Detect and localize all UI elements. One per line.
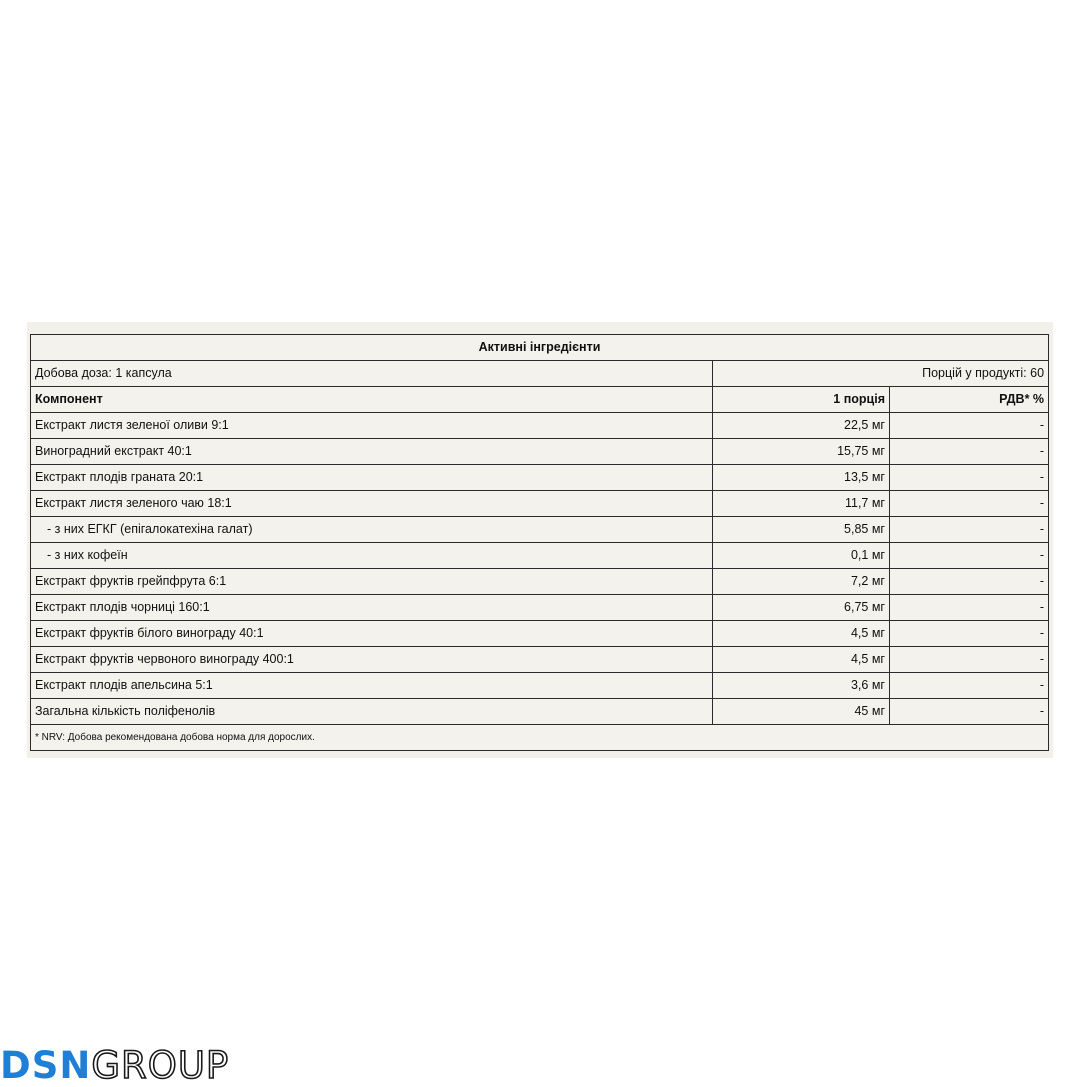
servings-count: Порцій у продукті: 60 xyxy=(713,361,1049,387)
row-amount: 5,85 мг xyxy=(713,517,890,543)
table-row xyxy=(31,517,1049,543)
row-name: Загальна кількість поліфенолів xyxy=(31,699,713,725)
row-amount: 6,75 мг xyxy=(713,595,890,621)
row-name: Виноградний екстракт 40:1 xyxy=(31,439,713,465)
footnote-row xyxy=(31,725,1049,751)
row-name: Екстракт фруктів червоного винограду 400:1 xyxy=(31,647,713,673)
row-name: Екстракт плодів апельсина 5:1 xyxy=(31,673,713,699)
table-row xyxy=(31,699,1049,725)
row-amount: 7,2 мг xyxy=(713,569,890,595)
row-rdv: - xyxy=(890,465,1049,491)
table-row xyxy=(31,595,1049,621)
header-row xyxy=(31,387,1049,413)
table-row xyxy=(31,413,1049,439)
table-row xyxy=(31,673,1049,699)
row-amount: 13,5 мг xyxy=(713,465,890,491)
header-rdv: РДВ* % xyxy=(890,387,1049,413)
logo-group-text: GROUP xyxy=(91,1044,230,1087)
table-title-row xyxy=(31,335,1049,361)
row-amount: 45 мг xyxy=(713,699,890,725)
row-amount: 3,6 мг xyxy=(713,673,890,699)
row-rdv: - xyxy=(890,543,1049,569)
row-rdv: - xyxy=(890,517,1049,543)
row-name: - з них кофеїн xyxy=(31,543,713,569)
row-rdv: - xyxy=(890,621,1049,647)
row-amount: 4,5 мг xyxy=(713,621,890,647)
ingredients-panel xyxy=(27,322,1053,758)
table-row xyxy=(31,491,1049,517)
daily-dose: Добова доза: 1 капсула xyxy=(31,361,713,387)
row-rdv: - xyxy=(890,491,1049,517)
row-name: Екстракт плодів чорниці 160:1 xyxy=(31,595,713,621)
row-name: - з них ЕГКГ (епігалокатехіна галат) xyxy=(31,517,713,543)
table-row xyxy=(31,647,1049,673)
dsn-group-logo xyxy=(0,1046,229,1086)
table-title: Активні інгредієнти xyxy=(31,335,1049,361)
table-row xyxy=(31,465,1049,491)
table-row xyxy=(31,621,1049,647)
dose-row xyxy=(31,361,1049,387)
row-rdv: - xyxy=(890,647,1049,673)
row-rdv: - xyxy=(890,699,1049,725)
table-row xyxy=(31,569,1049,595)
row-name: Екстракт фруктів білого винограду 40:1 xyxy=(31,621,713,647)
row-amount: 11,7 мг xyxy=(713,491,890,517)
row-rdv: - xyxy=(890,595,1049,621)
row-name: Екстракт фруктів грейпфрута 6:1 xyxy=(31,569,713,595)
row-rdv: - xyxy=(890,673,1049,699)
table-row xyxy=(31,439,1049,465)
ingredients-table xyxy=(30,334,1049,751)
row-amount: 22,5 мг xyxy=(713,413,890,439)
table-row xyxy=(31,543,1049,569)
header-portion: 1 порція xyxy=(713,387,890,413)
row-rdv: - xyxy=(890,569,1049,595)
row-rdv: - xyxy=(890,439,1049,465)
header-component: Компонент xyxy=(31,387,713,413)
row-amount: 4,5 мг xyxy=(713,647,890,673)
footnote: * NRV: Добова рекомендована добова норма для дорослих. xyxy=(31,725,1049,751)
row-amount: 0,1 мг xyxy=(713,543,890,569)
logo-dsn-text: DSN xyxy=(0,1044,92,1087)
row-amount: 15,75 мг xyxy=(713,439,890,465)
row-name: Екстракт листя зеленої оливи 9:1 xyxy=(31,413,713,439)
row-rdv: - xyxy=(890,413,1049,439)
row-name: Екстракт плодів граната 20:1 xyxy=(31,465,713,491)
row-name: Екстракт листя зеленого чаю 18:1 xyxy=(31,491,713,517)
